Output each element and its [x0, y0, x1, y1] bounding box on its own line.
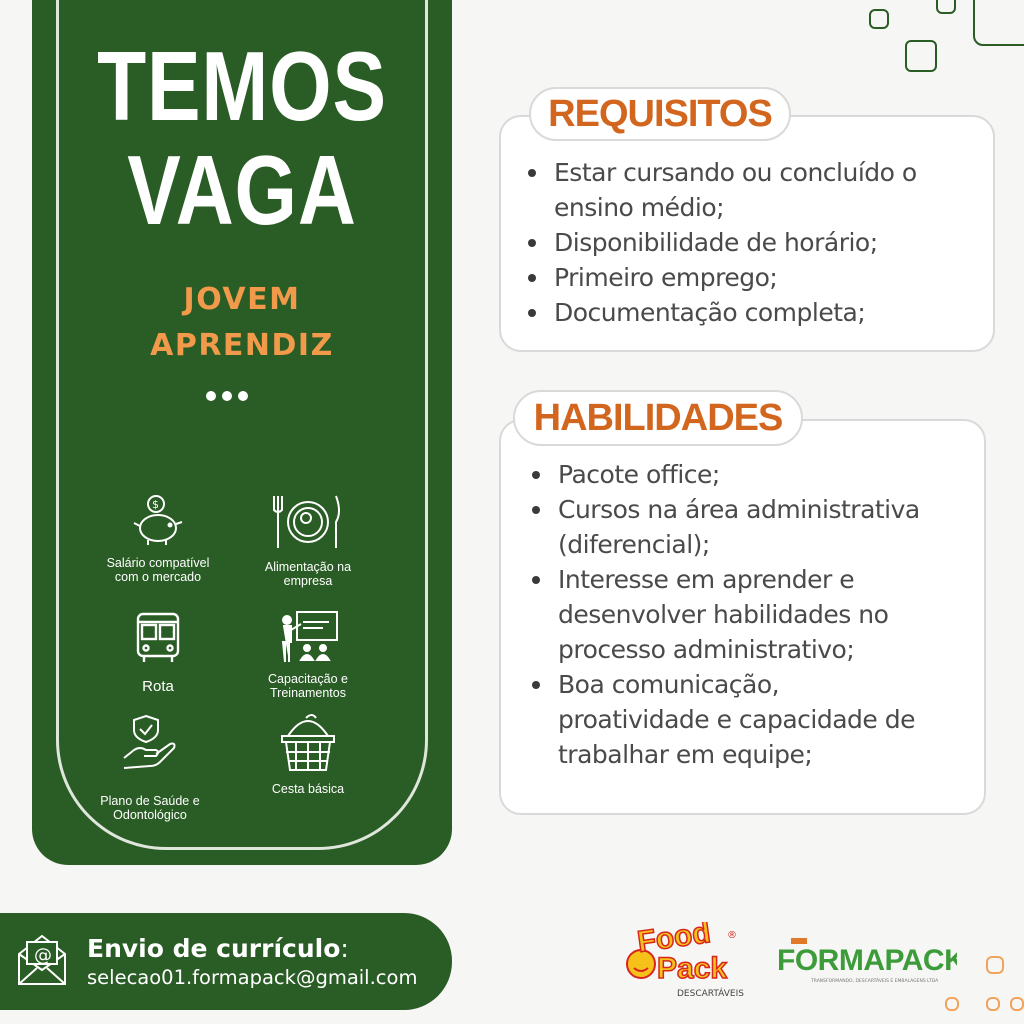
benefit-health-label-2: Odontológico	[113, 808, 187, 822]
benefit-salary-label-1: Salário compatível	[106, 556, 210, 570]
benefit-health	[75, 712, 225, 822]
svg-text:Food: Food	[635, 922, 713, 959]
decor-square	[945, 997, 959, 1011]
svg-text:TRANSFORMANDO, DESCARTÁVEIS E: TRANSFORMANDO, DESCARTÁVEIS E EMBALAGENS LTDA	[811, 979, 939, 984]
benefit-route-label: Rota	[142, 678, 174, 695]
list-item: Documentação completa;	[526, 295, 966, 330]
habilidades-heading: HABILIDADES	[513, 390, 803, 446]
svg-text:@: @	[34, 945, 52, 966]
list-item: Disponibilidade de horário;	[526, 225, 966, 260]
list-item: Pacote office;	[530, 457, 970, 492]
title-line-2: VAGA	[127, 135, 357, 245]
training-board-icon	[273, 608, 343, 664]
svg-text:DESCARTÁVEIS: DESCARTÁVEIS	[677, 989, 744, 999]
benefit-meal	[233, 492, 383, 588]
decor-square	[1010, 997, 1024, 1011]
list-item: Cursos na área administrativa (diferencial);	[530, 492, 970, 562]
benefit-training-label-1: Capacitação e	[268, 672, 348, 686]
decor-square	[936, 0, 956, 14]
benefit-salary-label-2: com o mercado	[114, 570, 202, 584]
svg-text:®: ®	[727, 930, 737, 941]
contact-title: Envio de currículo:	[87, 934, 349, 963]
piggy-bank-icon	[130, 492, 186, 548]
basket-icon	[278, 712, 338, 774]
svg-text:$: $	[152, 498, 159, 511]
benefit-meal-label-2: empresa	[283, 574, 333, 588]
bus-icon	[130, 610, 186, 666]
foodpack-logo	[625, 922, 755, 1002]
contact-email[interactable]: selecao01.formapack@gmail.com	[87, 966, 418, 989]
benefit-salary	[83, 492, 233, 584]
envelope-at-icon	[15, 932, 69, 988]
meal-plate-icon	[268, 492, 348, 552]
subtitle-line-1: JOVEM	[183, 282, 301, 317]
benefit-training	[233, 608, 383, 700]
list-item: Boa comunicação, proatividade e capacidade de trabalhar em equipe;	[530, 667, 970, 772]
decor-square	[905, 40, 937, 72]
svg-text:Pack: Pack	[657, 952, 728, 985]
requisitos-heading: REQUISITOS	[529, 87, 791, 141]
ellipsis-dots	[206, 391, 248, 401]
benefit-health-label-1: Plano de Saúde e	[100, 794, 200, 808]
decor-square	[869, 9, 889, 29]
benefit-basket-label: Cesta básica	[271, 782, 345, 796]
health-hand-icon	[120, 712, 180, 772]
requisitos-list	[526, 155, 966, 330]
title-line-1: TEMOS	[97, 31, 387, 141]
list-item: Interesse em aprender e desenvolver habilidades no processo administrativo;	[530, 562, 970, 667]
decor-square	[986, 997, 1000, 1011]
benefit-training-label-2: Treinamentos	[270, 686, 346, 700]
benefit-meal-label-1: Alimentação na	[264, 560, 352, 574]
decor-square	[973, 0, 1024, 46]
benefit-route	[83, 610, 233, 694]
subtitle-line-2: APRENDIZ	[150, 328, 334, 363]
benefit-basket	[233, 712, 383, 796]
formapack-logo	[777, 938, 957, 988]
decor-square	[986, 956, 1004, 974]
list-item: Primeiro emprego;	[526, 260, 966, 295]
svg-text:FORMAPACK: FORMAPACK	[777, 944, 957, 977]
habilidades-list	[530, 457, 970, 772]
list-item: Estar cursando ou concluído o ensino médio;	[526, 155, 966, 225]
